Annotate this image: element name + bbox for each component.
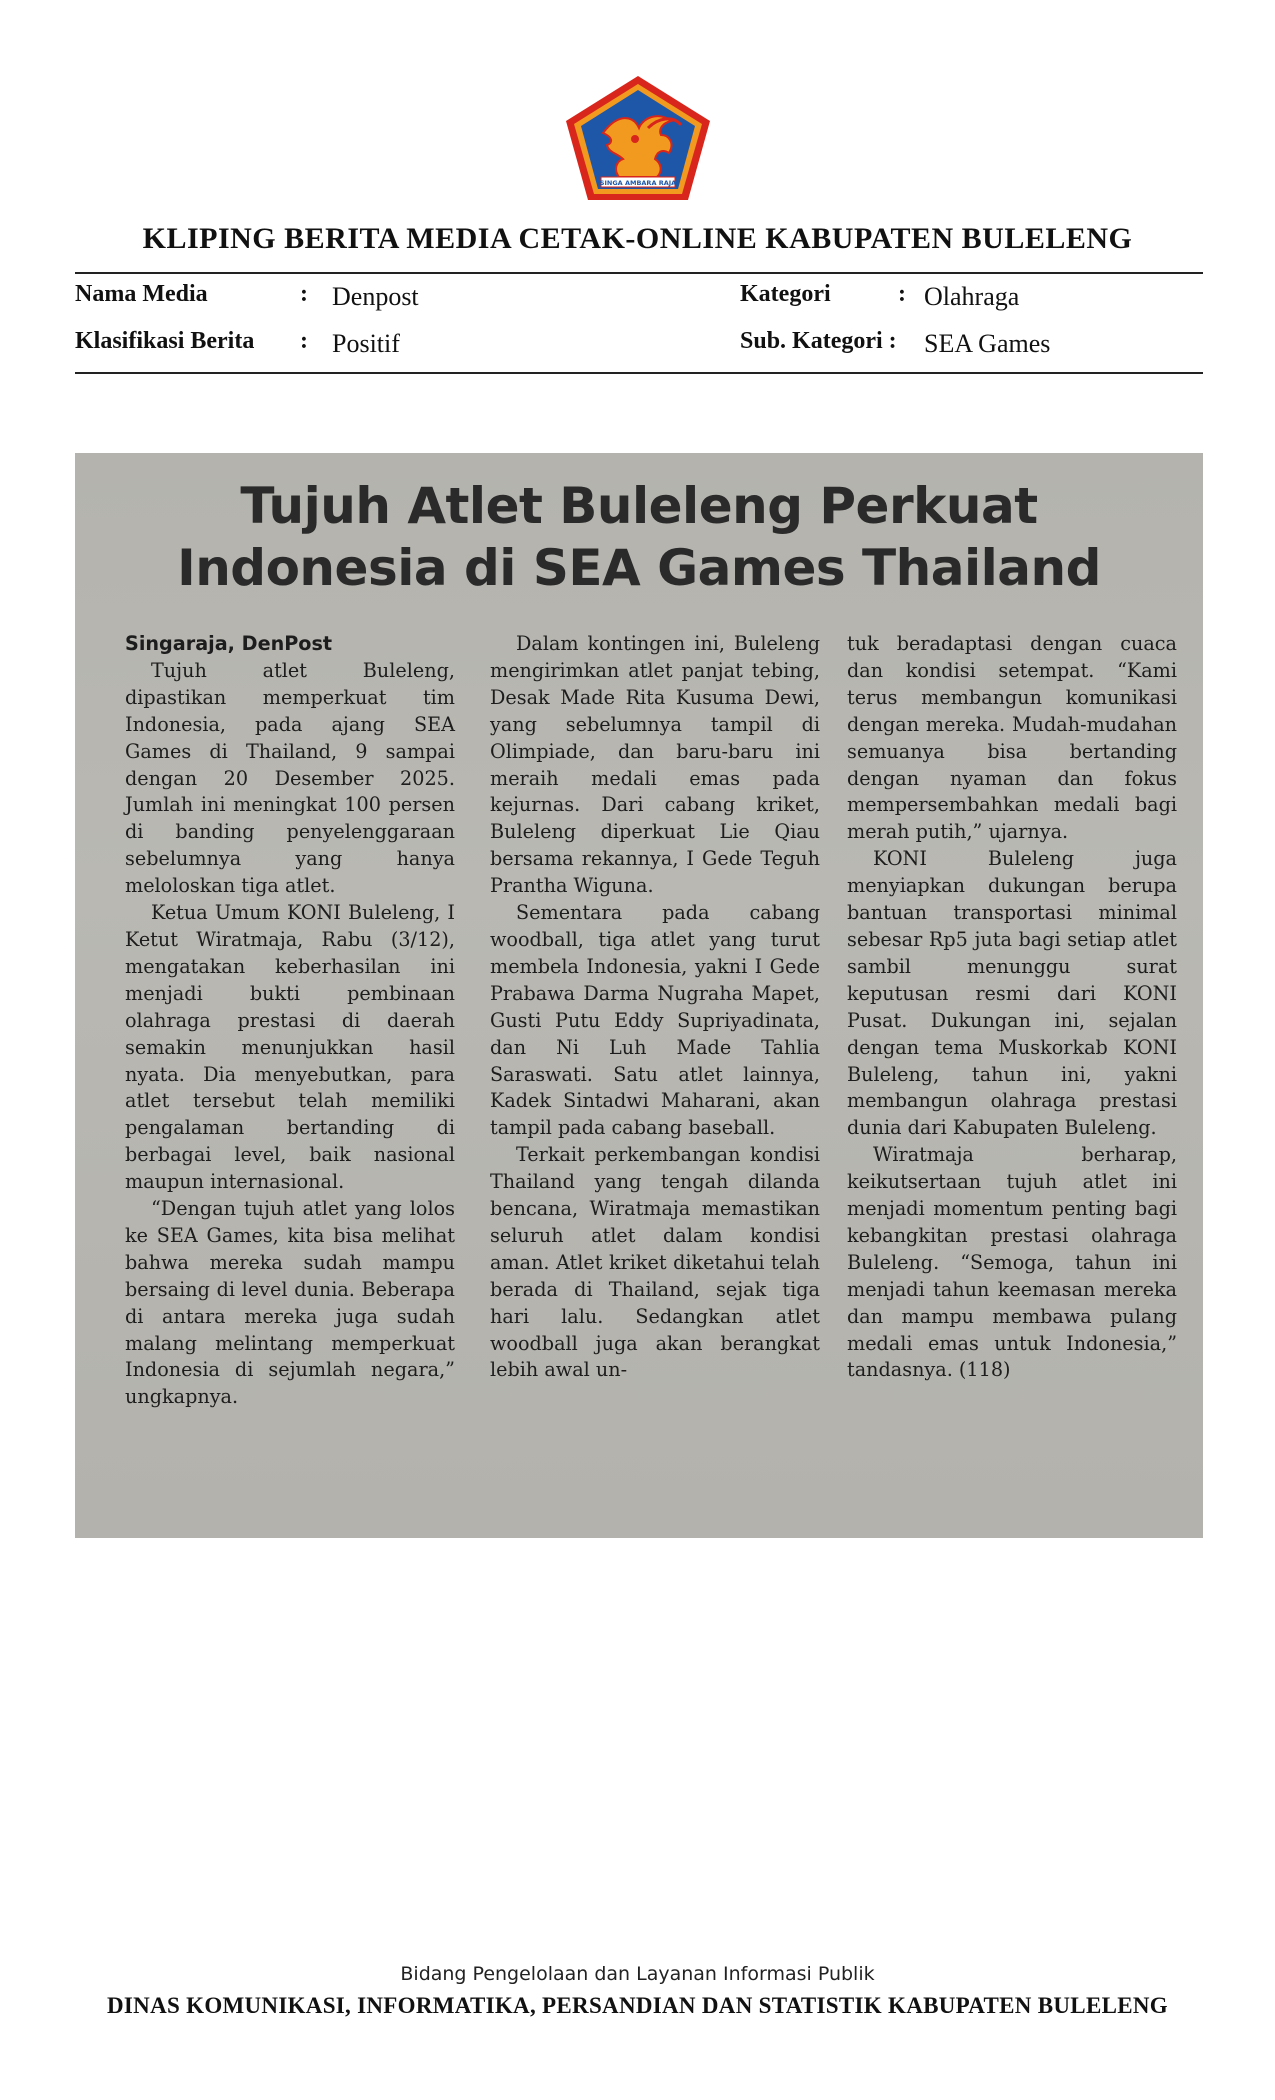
buleleng-emblem-logo <box>563 73 713 203</box>
article-column-3 <box>847 631 1177 1384</box>
headline-line-1: Tujuh Atlet Buleleng Perkuat <box>240 477 1038 535</box>
klasifikasi-value: Positif <box>332 329 400 358</box>
footer-department: Bidang Pengelolaan dan Layanan Informasi Publik <box>400 1963 875 1985</box>
header-divider-bottom <box>75 372 1203 374</box>
kategori-value: Olahraga <box>924 282 1020 311</box>
article-headline <box>75 475 1203 599</box>
newspaper-clipping <box>75 453 1203 1538</box>
klasifikasi-colon: : <box>300 328 308 354</box>
paragraph: “Dengan tujuh atlet yang lolos ke SEA Games, kita bisa melihat bahwa mereka sudah mampu bersaing di level dunia. Beberapa di antara mereka juga sudah malang melintang memperkuat Indonesia di sejumlah negara,” ungkapnya. <box>125 1197 455 1409</box>
paragraph: Terkait perkembangan kondisi Thailand yang tengah dilanda bencana, Wiratmaja memastikan seluruh atlet dalam kondisi aman. Atlet kriket diketahui telah berada di Thailand, sejak tiga hari lalu. Sedangkan atlet woodball juga akan berangkat lebih awal un- <box>490 1143 820 1382</box>
footer-agency: DINAS KOMUNIKASI, INFORMATIKA, PERSANDIAN DAN STATISTIK KABUPATEN BULELENG <box>107 1993 1168 2018</box>
paragraph: Ketua Umum KONI Buleleng, I Ketut Wiratmaja, Rabu (3/12), mengatakan keberhasilan ini menjadi bukti pembinaan olahraga prestasi di daerah semakin menunjukkan hasil nyata. Dia menyebutkan, para atlet tersebut telah memiliki pengalaman bertanding di berbagai level, baik nasional maupun internasional. <box>125 901 455 1194</box>
page-title: KLIPING BERITA MEDIA CETAK-ONLINE KABUPATEN BULELENG <box>142 222 1133 255</box>
klasifikasi-label: Klasifikasi Berita <box>75 328 255 354</box>
kategori-label: Kategori <box>740 281 831 307</box>
nama-media-colon: : <box>300 281 308 307</box>
paragraph: KONI Buleleng juga menyiapkan dukungan berupa bantuan transportasi minimal sebesar Rp5 juta bagi setiap atlet sambil menunggu surat keputusan resmi dari KONI Pusat. Dukungan ini, sejalan dengan tema Muskorkab KONI Buleleng, tahun ini, yakni membangun olahraga prestasi dunia dari Kabupaten Buleleng. <box>847 847 1177 1140</box>
nama-media-label: Nama Media <box>75 281 208 307</box>
article-column-1 <box>125 631 455 1411</box>
header-divider-top <box>75 272 1203 274</box>
paragraph: Tujuh atlet Buleleng, dipastikan memperkuat tim Indonesia, pada ajang SEA Games di Thailand, 9 sampai dengan 20 Desember 2025. Jumlah ini meningkat 100 persen di banding penyelenggaraan sebelumnya yang hanya meloloskan tiga atlet. <box>125 658 455 898</box>
kategori-colon: : <box>898 281 906 307</box>
sub-kategori-value: SEA Games <box>924 329 1051 358</box>
headline-line-2: Indonesia di SEA Games Thailand <box>177 539 1101 597</box>
paragraph: Wiratmaja berharap, keikutsertaan tujuh atlet ini menjadi momentum penting bagi kebangkitan prestasi olahraga Buleleng. “Semoga, tahun ini menjadi tahun keemasan mereka dan mampu membawa pulang medali emas untuk Indonesia,” tandasnya. (118) <box>847 1143 1177 1382</box>
article-dateline: Singaraja, DenPost <box>125 632 333 655</box>
paragraph: Dalam kontingen ini, Buleleng mengirimkan atlet panjat tebing, Desak Made Rita Kusuma Dewi, yang sebelumnya tampil di Olimpiade, dan baru-baru ini meraih medali emas pada kejurnas. Dari cabang kriket, Buleleng diperkuat Lie Qiau bersama rekannya, I Gede Teguh Prantha Wiguna. <box>490 632 820 898</box>
logo-motto-text: SINGA AMBARA RAJA <box>599 179 677 187</box>
article-column-2 <box>490 631 820 1384</box>
paragraph: Sementara pada cabang woodball, tiga atlet yang turut membela Indonesia, yakni I Gede Prabawa Darma Nugraha Mapet, Gusti Putu Eddy Supriyadinata, dan Ni Luh Made Tahlia Saraswati. Satu atlet lainnya, Kadek Sintadwi Maharani, akan tampil pada cabang baseball. <box>490 901 820 1140</box>
nama-media-value: Denpost <box>332 282 419 311</box>
sub-kategori-label: Sub. Kategori : <box>740 328 897 354</box>
singa-ambara-raja-emblem-icon <box>563 73 713 203</box>
paragraph: tuk beradaptasi dengan cuaca dan kondisi setempat. “Kami terus membangun komunikasi dengan mereka. Mudah-mudahan semuanya bisa bertanding dengan nyaman dan fokus mempersembahkan medali bagi merah putih,” ujarnya. <box>847 632 1177 844</box>
